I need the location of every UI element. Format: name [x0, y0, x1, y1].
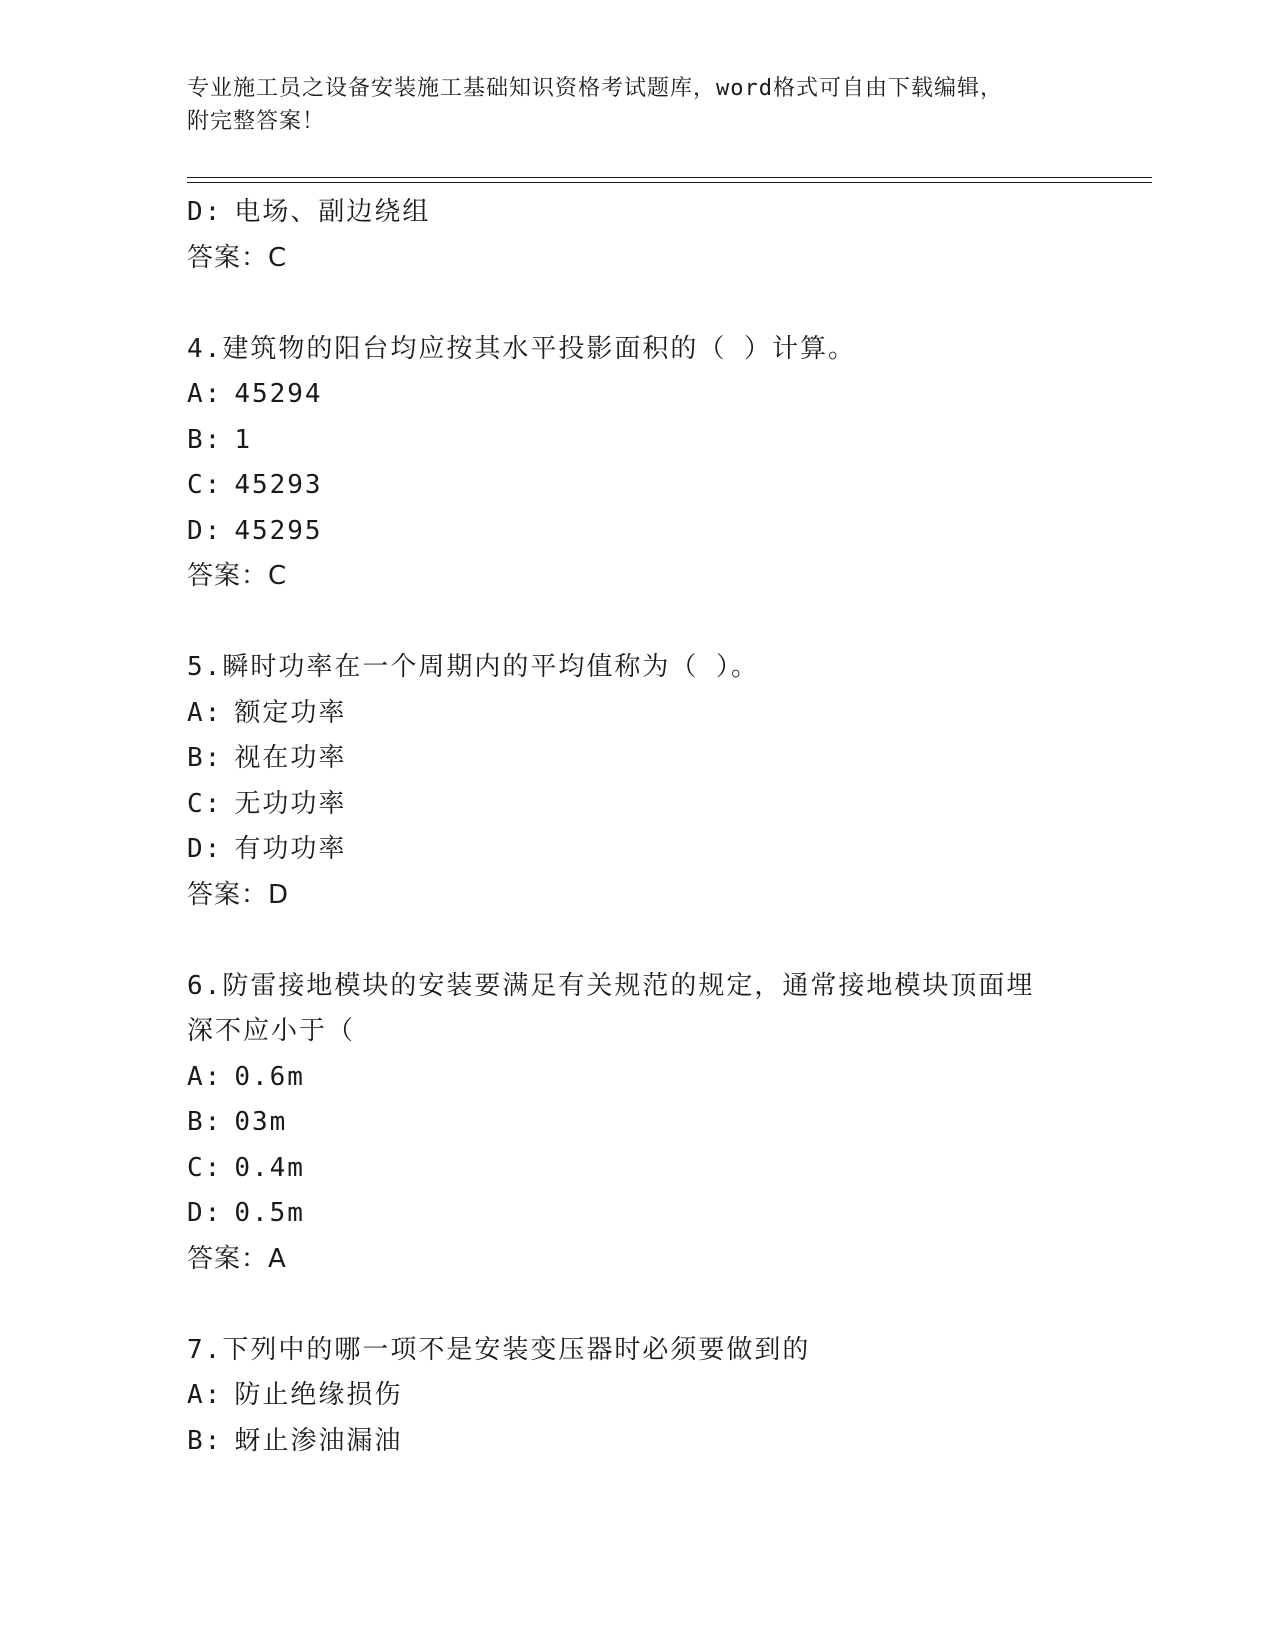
option-d — [187, 190, 1147, 236]
option-a — [187, 372, 1147, 418]
option-text: 45294 — [234, 379, 323, 409]
answer-line: 答案：C — [187, 561, 288, 591]
option-label: B: — [187, 1107, 223, 1137]
option-a — [187, 1055, 1147, 1101]
option-b — [187, 418, 1147, 464]
option-text: 蚜止渗油漏油 — [234, 1425, 403, 1456]
option-label: D: — [187, 834, 223, 864]
answer-line: 答案：D — [187, 879, 290, 910]
header-divider-top — [187, 177, 1152, 178]
option-text: 45293 — [234, 470, 323, 500]
spacer — [187, 1282, 1147, 1328]
question-stem — [187, 645, 1147, 691]
option-b — [187, 736, 1147, 782]
option-text: 0.4m — [234, 1152, 305, 1183]
option-text: 无功功率 — [234, 788, 347, 819]
option-label: A: — [187, 379, 223, 409]
question-stem-continuation: 深不应小于（ — [187, 1016, 356, 1046]
question-text: 瞬时功率在一个周期内的平均值称为（ ）。 — [222, 652, 759, 682]
question-stem — [187, 327, 1147, 373]
option-text: 03m — [234, 1107, 288, 1137]
option-c — [187, 1146, 1147, 1192]
option-b — [187, 1419, 1147, 1465]
header-divider-bottom — [187, 182, 1152, 183]
option-label: C: — [187, 470, 223, 500]
option-d — [187, 827, 1147, 873]
spacer — [187, 918, 1147, 964]
option-label: C: — [187, 788, 223, 819]
option-c — [187, 782, 1147, 828]
spacer — [187, 281, 1147, 327]
answer-line: 答案：A — [187, 1243, 287, 1274]
question-stem — [187, 964, 1147, 1010]
option-text: 电场、副边绕组 — [234, 197, 431, 227]
option-a — [187, 1373, 1147, 1419]
question-number: 4. — [187, 333, 223, 364]
option-text: 有功功率 — [234, 834, 347, 864]
option-label: D: — [187, 197, 223, 227]
option-label: B: — [187, 1425, 223, 1456]
header-title-line-2: 附完整答案！ — [187, 109, 326, 134]
option-a — [187, 691, 1147, 737]
option-text: 防止绝缘损伤 — [234, 1380, 403, 1410]
option-text: 1 — [234, 424, 252, 455]
option-text: 额定功率 — [234, 697, 347, 728]
option-label: D: — [187, 515, 223, 546]
option-c — [187, 463, 1147, 509]
option-label: B: — [187, 743, 223, 773]
question-text: 下列中的哪一项不是安装变压器时必须要做到的 — [222, 1334, 811, 1365]
question-number: 5. — [187, 652, 223, 682]
option-label: A: — [187, 1380, 223, 1410]
document-header — [187, 72, 1087, 138]
option-text: 视在功率 — [234, 743, 347, 773]
option-label: A: — [187, 1061, 223, 1092]
header-title-line-1: 专业施工员之设备安装施工基础知识资格考试题库，word格式可自由下载编辑， — [187, 76, 1003, 101]
question-stem — [187, 1328, 1147, 1374]
option-label: B: — [187, 424, 223, 455]
option-text: 0.6m — [234, 1061, 305, 1092]
question-text: 建筑物的阳台均应按其水平投影面积的（ ）计算。 — [222, 333, 856, 364]
option-label: A: — [187, 697, 223, 728]
option-text: 45295 — [234, 515, 323, 546]
question-text: 防雷接地模块的安装要满足有关规范的规定，通常接地模块顶面埋 — [222, 970, 1035, 1001]
option-label: C: — [187, 1152, 223, 1183]
option-text: 0.5m — [234, 1198, 305, 1228]
question-number: 6. — [187, 970, 223, 1001]
option-d — [187, 1191, 1147, 1237]
question-number: 7. — [187, 1334, 223, 1365]
option-b — [187, 1100, 1147, 1146]
answer-line: 答案：C — [187, 242, 288, 273]
option-label: D: — [187, 1198, 223, 1228]
option-d — [187, 509, 1147, 555]
question-list — [187, 190, 1147, 1464]
spacer — [187, 600, 1147, 646]
